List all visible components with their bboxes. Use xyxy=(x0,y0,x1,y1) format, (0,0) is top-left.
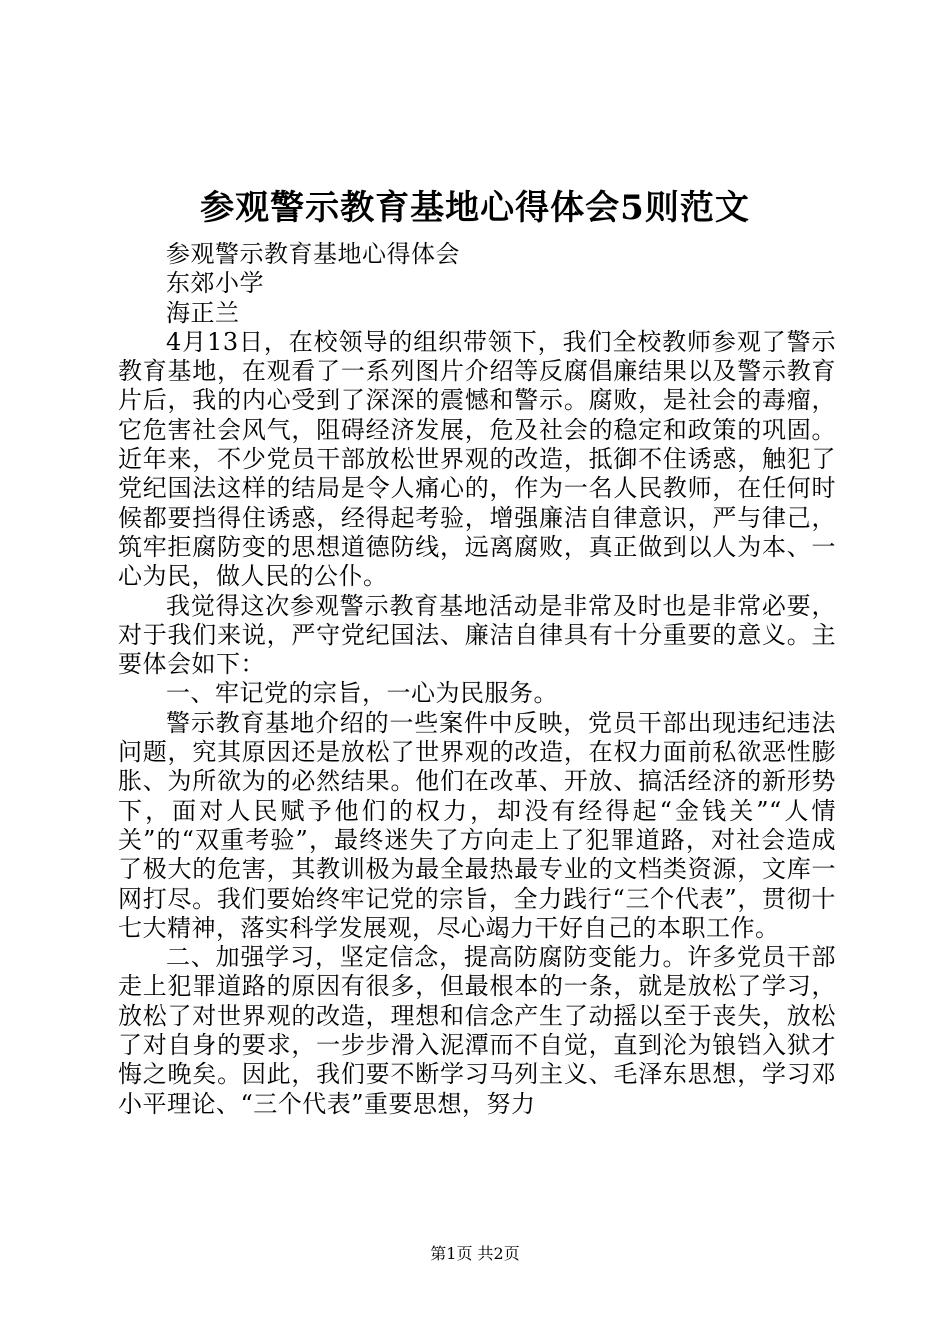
document-body xyxy=(118,240,836,1119)
paragraph-heading-two: 二、加强学习，坚定信念，提高防腐防变能力。许多党员干部走上犯罪道路的原因有很多，但最根本的一条，就是放松了学习，放松了对世界观的改造，理想和信念产生了动摇以至于丧失，放松了对自身的要求，一步步滑入泥潭而不自觉，直到沦为锒铛入狱才悔之晚矣。因此，我们要不断学习马列主义、毛泽东思想，学习邓小平理论、“三个代表”重要思想，努力 xyxy=(118,943,836,1118)
paragraph-school: 东郊小学 xyxy=(166,269,264,298)
paragraph-body: 4月13日，在校领导的组织带领下，我们全校教师参观了警示教育基地，在观看了一系列图片介绍等反腐倡廉结果以及警示教育片后，我的内心受到了深深的震憾和警示。腐败，是社会的毒瘤，它危害社会风气，阻碍经济发展，危及社会的稳定和政策的巩固。近年来，不少党员干部放松世界观的改造，抵御不住诱惑，触犯了党纪国法这样的结局是令人痛心的，作为一名人民教师，在任何时候都要挡得住诱惑，经得起考验，增强廉洁自律意识，严与律己，筑牢拒腐防变的思想道德防线，远离腐败，真正做到以人为本、一心为民，做人民的公仆。 xyxy=(118,327,836,591)
paragraph-author: 海正兰 xyxy=(166,298,240,327)
paragraph-heading-one: 一、牢记党的宗旨，一心为民服务。 xyxy=(166,679,558,708)
document-title: 参观警示教育基地心得体会5则范文 xyxy=(200,188,750,228)
paragraph-body: 警示教育基地介绍的一些案件中反映，党员干部出现违纪违法问题，究其原因还是放松了世界观的改造，在权力面前私欲恶性膨胀、为所欲为的必然结果。他们在改革、开放、搞活经济的新形势下，面对人民赋予他们的权力，却没有经得起“金钱关”“人情关”的“双重考验”，最终迷失了方向走上了犯罪道路，对社会造成了极大的危害，其教训极为最全最热最专业的文档类资源，文库一网打尽。我们要始终牢记党的宗旨，全力践行“三个代表”，贯彻十七大精神，落实科学发展观，尽心竭力干好自己的本职工作。 xyxy=(118,708,836,942)
paragraph-subtitle: 参观警示教育基地心得体会 xyxy=(166,240,460,268)
paragraph-body: 我觉得这次参观警示教育基地活动是非常及时也是非常必要，对于我们来说，严守党纪国法、廉洁自律具有十分重要的意义。主要体会如下： xyxy=(118,591,836,679)
page-number: 第1页 共2页 xyxy=(430,1244,520,1263)
